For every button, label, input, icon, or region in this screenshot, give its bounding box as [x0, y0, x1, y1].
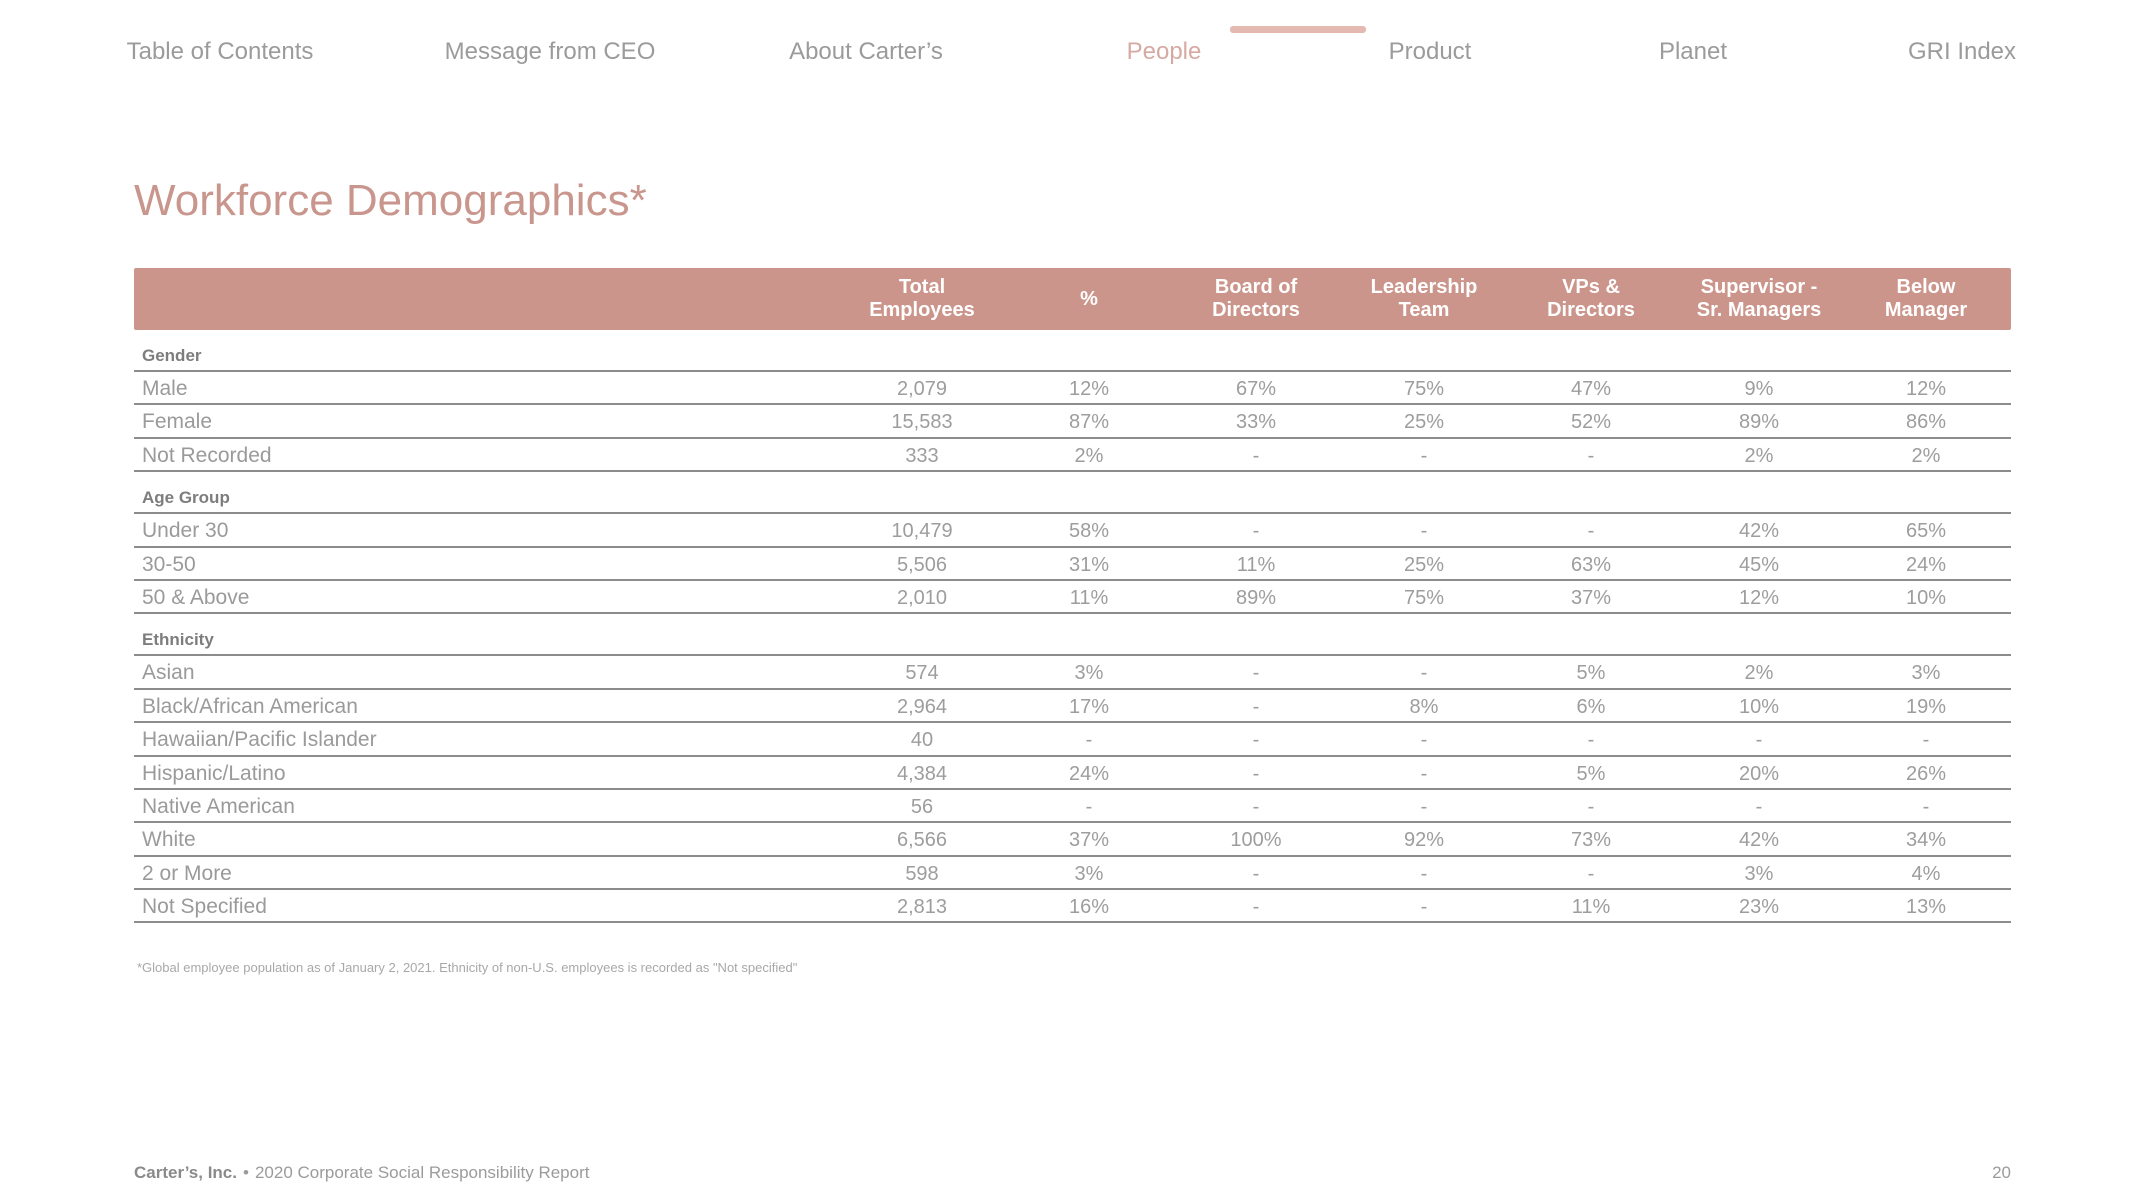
table-cell-supervisor-sr-managers: 2%: [1744, 444, 1774, 467]
row-label: Male: [142, 377, 188, 400]
section-heading: Age Group: [134, 472, 2011, 514]
row-label: 30-50: [142, 552, 196, 576]
table-cell-total-employees: 15,583: [891, 411, 953, 434]
table-cell-supervisor-sr-managers: 20%: [1738, 762, 1780, 785]
table-row: [134, 823, 2011, 856]
table-cell-total-employees: 5,506: [896, 553, 948, 576]
table-cell-supervisor-sr-managers: -: [1755, 795, 1763, 818]
table-row: [134, 790, 2011, 823]
table-cell-below-manager: 65%: [1905, 520, 1947, 543]
table-header-row: [134, 268, 2011, 330]
row-label: Native American: [142, 794, 295, 818]
table-cell-vps-directors: -: [1587, 444, 1595, 467]
table-cell-board-of-directors: -: [1252, 520, 1260, 543]
table-cell-below-manager: 13%: [1905, 896, 1947, 919]
footnote: *Global employee population as of January 2, 2021. Ethnicity of non-U.S. employees is recorded as "Not specified": [137, 960, 798, 975]
table-cell-board-of-directors: 100%: [1230, 829, 1282, 852]
workforce-demographics-table: [134, 268, 2011, 923]
table-cell-supervisor-sr-managers: 9%: [1744, 378, 1774, 400]
row-label: Asian: [142, 661, 195, 685]
footer-separator: •: [243, 1163, 249, 1182]
table-cell-supervisor-sr-managers: -: [1755, 729, 1763, 752]
column-header-below-manager: Below Manager: [1884, 276, 1968, 321]
table-cell-vps-directors: -: [1587, 862, 1595, 885]
row-label: Not Specified: [142, 895, 267, 919]
row-label: Not Recorded: [142, 443, 272, 467]
table-section: [134, 472, 2011, 614]
nav-people[interactable]: People: [1126, 38, 1202, 65]
table-cell-total-employees: 6,566: [896, 829, 948, 852]
page-number: 20: [1992, 1163, 2011, 1182]
table-cell-percent: 17%: [1068, 695, 1110, 718]
table-cell-supervisor-sr-managers: 42%: [1738, 829, 1780, 852]
table-cell-vps-directors: 47%: [1570, 378, 1612, 400]
row-label: Black/African American: [142, 694, 358, 718]
table-cell-total-employees: 4,384: [896, 762, 948, 785]
table-cell-total-employees: 333: [905, 444, 939, 467]
table-cell-total-employees: 40: [910, 729, 934, 752]
table-cell-percent: 37%: [1068, 829, 1110, 852]
table-cell-below-manager: 4%: [1911, 862, 1941, 885]
table-cell-supervisor-sr-managers: 89%: [1738, 411, 1780, 434]
table-row: [134, 656, 2011, 689]
table-row: [134, 514, 2011, 547]
table-cell-percent: 3%: [1074, 862, 1104, 885]
table-cell-percent: 87%: [1068, 411, 1110, 434]
table-cell-board-of-directors: -: [1252, 862, 1260, 885]
table-cell-total-employees: 598: [905, 862, 939, 885]
table-section: [134, 330, 2011, 472]
table-cell-percent: 16%: [1068, 896, 1110, 919]
nav-planet[interactable]: Planet: [1658, 38, 1728, 65]
table-cell-vps-directors: 73%: [1570, 829, 1612, 852]
table-cell-vps-directors: 11%: [1571, 896, 1611, 919]
nav-product[interactable]: Product: [1388, 38, 1472, 65]
table-cell-leadership-team: -: [1420, 795, 1428, 818]
table-cell-vps-directors: -: [1587, 520, 1595, 543]
nav-table-of-contents[interactable]: Table of Contents: [126, 38, 314, 65]
table-cell-leadership-team: 25%: [1403, 411, 1445, 434]
table-cell-leadership-team: -: [1420, 762, 1428, 785]
table-row: [134, 890, 2011, 923]
table-cell-vps-directors: 6%: [1576, 695, 1606, 718]
footer-company: Carter’s, Inc.: [134, 1163, 237, 1182]
table-cell-percent: -: [1085, 729, 1093, 752]
page-title: Workforce Demographics*: [134, 176, 647, 225]
table-cell-supervisor-sr-managers: 3%: [1744, 862, 1774, 885]
table-cell-total-employees: 2,813: [896, 896, 948, 919]
table-row: [134, 581, 2011, 614]
table-cell-supervisor-sr-managers: 10%: [1738, 695, 1780, 718]
table-cell-below-manager: 3%: [1911, 662, 1941, 685]
table-cell-supervisor-sr-managers: 23%: [1738, 896, 1780, 919]
table-cell-leadership-team: 75%: [1403, 586, 1445, 609]
table-row: [134, 690, 2011, 723]
section-heading: Ethnicity: [134, 614, 2011, 656]
column-header-vps-directors: VPs & Directors: [1547, 276, 1635, 321]
table-cell-leadership-team: -: [1420, 520, 1428, 543]
table-cell-total-employees: 574: [905, 662, 939, 685]
table-cell-below-manager: 86%: [1905, 411, 1947, 434]
table-cell-below-manager: 19%: [1905, 695, 1947, 718]
table-cell-supervisor-sr-managers: 2%: [1744, 662, 1774, 685]
row-label: Hispanic/Latino: [142, 761, 286, 785]
column-header-supervisor-sr-managers: Supervisor - Sr. Managers: [1696, 276, 1822, 321]
table-cell-supervisor-sr-managers: 45%: [1738, 553, 1780, 576]
table-cell-leadership-team: -: [1420, 862, 1428, 885]
table-cell-board-of-directors: -: [1252, 444, 1260, 467]
nav-gri-index[interactable]: GRI Index: [1907, 38, 2017, 65]
row-label: 50 & Above: [142, 585, 250, 609]
table-cell-percent: 2%: [1074, 444, 1104, 467]
column-header-total-employees: Total Employees: [869, 276, 975, 321]
table-cell-leadership-team: -: [1420, 896, 1428, 919]
table-cell-vps-directors: 63%: [1570, 553, 1612, 576]
column-header-percent: %: [1080, 287, 1098, 310]
table-cell-total-employees: 2,010: [896, 586, 948, 609]
table-body: [134, 330, 2011, 923]
table-cell-supervisor-sr-managers: 42%: [1738, 520, 1780, 543]
table-cell-total-employees: 56: [910, 795, 934, 818]
column-header-board-of-directors: Board of Directors: [1212, 276, 1300, 321]
table-cell-percent: 24%: [1068, 762, 1110, 785]
table-cell-leadership-team: -: [1420, 662, 1428, 685]
table-cell-percent: 58%: [1068, 520, 1110, 543]
top-navigation: [126, 0, 2017, 80]
table-cell-board-of-directors: 89%: [1235, 586, 1277, 609]
table-cell-vps-directors: -: [1587, 729, 1595, 752]
table-cell-board-of-directors: -: [1252, 662, 1260, 685]
section-heading: Gender: [134, 330, 2011, 372]
table-cell-below-manager: 2%: [1911, 444, 1941, 467]
table-cell-below-manager: -: [1922, 729, 1930, 752]
column-header-leadership-team: Leadership Team: [1370, 276, 1478, 321]
table-cell-board-of-directors: -: [1252, 896, 1260, 919]
table-cell-below-manager: -: [1922, 795, 1930, 818]
table-row: [134, 723, 2011, 756]
table-cell-board-of-directors: 67%: [1235, 378, 1277, 400]
table-cell-vps-directors: 5%: [1576, 762, 1606, 785]
table-cell-total-employees: 2,964: [896, 695, 948, 718]
table-cell-vps-directors: 52%: [1570, 411, 1612, 434]
table-cell-percent: 31%: [1068, 553, 1110, 576]
table-section: [134, 614, 2011, 923]
table-row: [134, 757, 2011, 790]
row-label: Hawaiian/Pacific Islander: [142, 728, 377, 752]
row-label: 2 or More: [142, 861, 232, 885]
nav-about-carters[interactable]: About Carter’s: [789, 38, 943, 65]
table-cell-board-of-directors: 33%: [1235, 411, 1277, 434]
row-label: White: [142, 828, 196, 852]
table-row: [134, 857, 2011, 890]
table-cell-leadership-team: 8%: [1409, 695, 1439, 718]
table-cell-supervisor-sr-managers: 12%: [1738, 586, 1780, 609]
table-cell-board-of-directors: -: [1252, 695, 1260, 718]
table-cell-below-manager: 24%: [1905, 553, 1947, 576]
table-cell-board-of-directors: -: [1252, 762, 1260, 785]
footer-report-title: 2020 Corporate Social Responsibility Report: [254, 1163, 590, 1182]
table-cell-vps-directors: 5%: [1576, 662, 1606, 685]
row-label: Female: [142, 410, 213, 434]
active-tab-indicator: [1230, 26, 1366, 33]
table-cell-leadership-team: -: [1420, 729, 1428, 752]
table-cell-below-manager: 26%: [1905, 762, 1947, 785]
table-cell-leadership-team: 92%: [1403, 829, 1445, 852]
table-cell-board-of-directors: -: [1252, 795, 1260, 818]
table-cell-vps-directors: 37%: [1570, 586, 1612, 609]
table-cell-board-of-directors: 11%: [1236, 553, 1276, 576]
footer: [134, 1163, 589, 1183]
table-cell-below-manager: 34%: [1905, 829, 1947, 852]
row-label: Under 30: [142, 519, 229, 543]
table-row: [134, 372, 2011, 405]
table-cell-percent: 12%: [1068, 378, 1110, 400]
table-cell-leadership-team: 75%: [1403, 378, 1445, 400]
table-row: [134, 548, 2011, 581]
table-cell-percent: -: [1085, 795, 1093, 818]
table-row: [134, 405, 2011, 438]
table-cell-percent: 3%: [1074, 662, 1104, 685]
table-cell-total-employees: 10,479: [891, 520, 953, 543]
nav-message-from-ceo[interactable]: Message from CEO: [444, 38, 656, 65]
table-cell-total-employees: 2,079: [896, 378, 948, 400]
table-cell-leadership-team: -: [1420, 444, 1428, 467]
table-cell-board-of-directors: -: [1252, 729, 1260, 752]
table-row: [134, 439, 2011, 472]
table-cell-vps-directors: -: [1587, 795, 1595, 818]
table-cell-percent: 11%: [1069, 586, 1109, 609]
table-cell-below-manager: 12%: [1905, 378, 1947, 400]
table-cell-leadership-team: 25%: [1403, 553, 1445, 576]
table-cell-below-manager: 10%: [1905, 586, 1947, 609]
